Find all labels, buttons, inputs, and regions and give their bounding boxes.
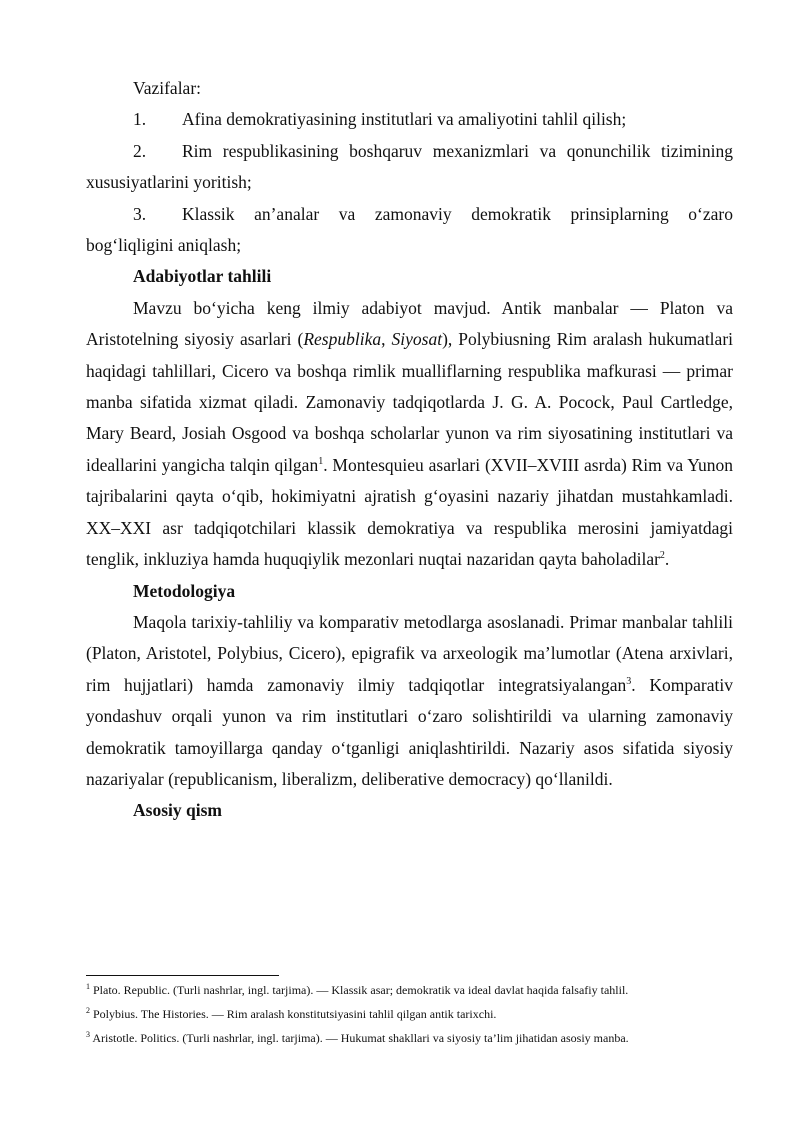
section-heading-literature: Adabiyotlar tahlili — [133, 266, 272, 287]
text-run: . Montesquieu asarlari (XVII–XVIII asrda) Rim va Yunon tajribalarini qayta o‘qib, hokimiyatni ajratish g‘oyasini nazariy jihatdan mustahkamladi. XX–XXI asr tadqiqotchilari klassik demokratiya va respublika merosini jamiyatdagi tenglik, inkluziya hamda huquqiylik mezonlari nuqtai nazaridan qayta baholadilar — [86, 454, 733, 570]
footnote-text: Polybius. The Histories. — Rim aralash konstitutsiyasini tahlil qilgan antik tarixchi. — [90, 1007, 497, 1021]
tasks-intro: Vazifalar: — [133, 78, 202, 98]
text-run: . — [664, 549, 670, 570]
task-number: 3. — [133, 203, 147, 224]
footnote-3 — [86, 1030, 733, 1046]
text-run: Maqola tarixiy-tahliliy va komparativ metodlarga asoslanadi. Primar manbalar tahlili (Platon, Aristotel, Polybius, Cicero), epigrafik va arxeologik ma’lumotlar (Atena arxivlari, rim hujjatlari) hamda zamonaviy ilmiy tadqiqotlar integratsiyalangan — [86, 611, 733, 695]
footnote-text: Aristotle. Politics. (Turli nashrlar, ingl. tarjima). — Hukumat shakllari va siyosiy ta’lim jihatidan asosiy manba. — [90, 1031, 629, 1045]
section-heading-main: Asosiy qism — [133, 800, 222, 821]
footnotes — [86, 982, 733, 1054]
task-text: Rim respublikasining boshqaruv mexanizmlari va qonunchilik tizimining xususiyatlarini yoritish; — [86, 140, 733, 193]
footnote-ref: 1 — [318, 455, 324, 467]
footnote-number: 1 — [86, 982, 90, 991]
task-number: 1. — [133, 109, 147, 130]
work-title: Respublika — [303, 329, 382, 350]
task-item-3 — [86, 199, 733, 262]
footnote-2 — [86, 1006, 733, 1022]
footnote-1 — [86, 982, 733, 998]
task-text: Klassik an’analar va zamonaviy demokratik prinsiplarning o‘zaro bog‘liqligini aniqlash; — [86, 203, 733, 256]
task-text: Afina demokratiyasining institutlari va amaliyotini tahlil qilish; — [182, 109, 627, 130]
footnote-ref: 3 — [626, 675, 632, 687]
methodology-paragraph — [86, 607, 733, 795]
footnote-separator — [86, 975, 279, 976]
section-heading-methodology: Metodologiya — [133, 580, 236, 601]
footnote-number: 3 — [86, 1030, 90, 1039]
task-item-2 — [86, 136, 733, 199]
text-run: ), Polybiusning Rim aralash hukumatlari haqidagi tahlillari, Cicero va boshqa rimlik mualliflarning respublika mafkurasi — primar manba sifatida xizmat qiladi. Zamonaviy tadqiqotlarda J. G. A. Pocock, Paul Cartledge, Mary Beard, Josiah Osgood va boshqa scholarlar yunon va rim siyosatining institutlari va ideallarini yangicha talqin qilgan — [86, 329, 734, 475]
footnote-number: 2 — [86, 1006, 90, 1015]
literature-paragraph — [86, 293, 733, 576]
footnote-ref: 2 — [659, 550, 665, 562]
text-run: Mavzu bo‘yicha keng ilmiy adabiyot mavjud. Antik manbalar — Platon va Aristotelning siyosiy asarlari ( — [86, 297, 733, 350]
text-run: . Komparativ yondashuv orqali yunon va rim institutlari o‘zaro solishtirildi va ularning zamonaviy demokratik tamoyillarga qanday o‘tganligi aniqlashtirildi. Nazariy asos sifatida siyosiy nazariyalar (republicanism, liberalizm, deliberative democracy) qo‘llanildi. — [86, 674, 733, 789]
text-run: , — [381, 329, 392, 350]
task-number: 2. — [133, 140, 147, 161]
task-item-1 — [86, 104, 733, 135]
footnote-text: Plato. Republic. (Turli nashrlar, ingl. tarjima). — Klassik asar; demokratik va ideal davlat haqida falsafiy tahlil. — [90, 983, 629, 997]
body-text — [86, 73, 733, 827]
work-title: Siyosat — [391, 329, 443, 350]
